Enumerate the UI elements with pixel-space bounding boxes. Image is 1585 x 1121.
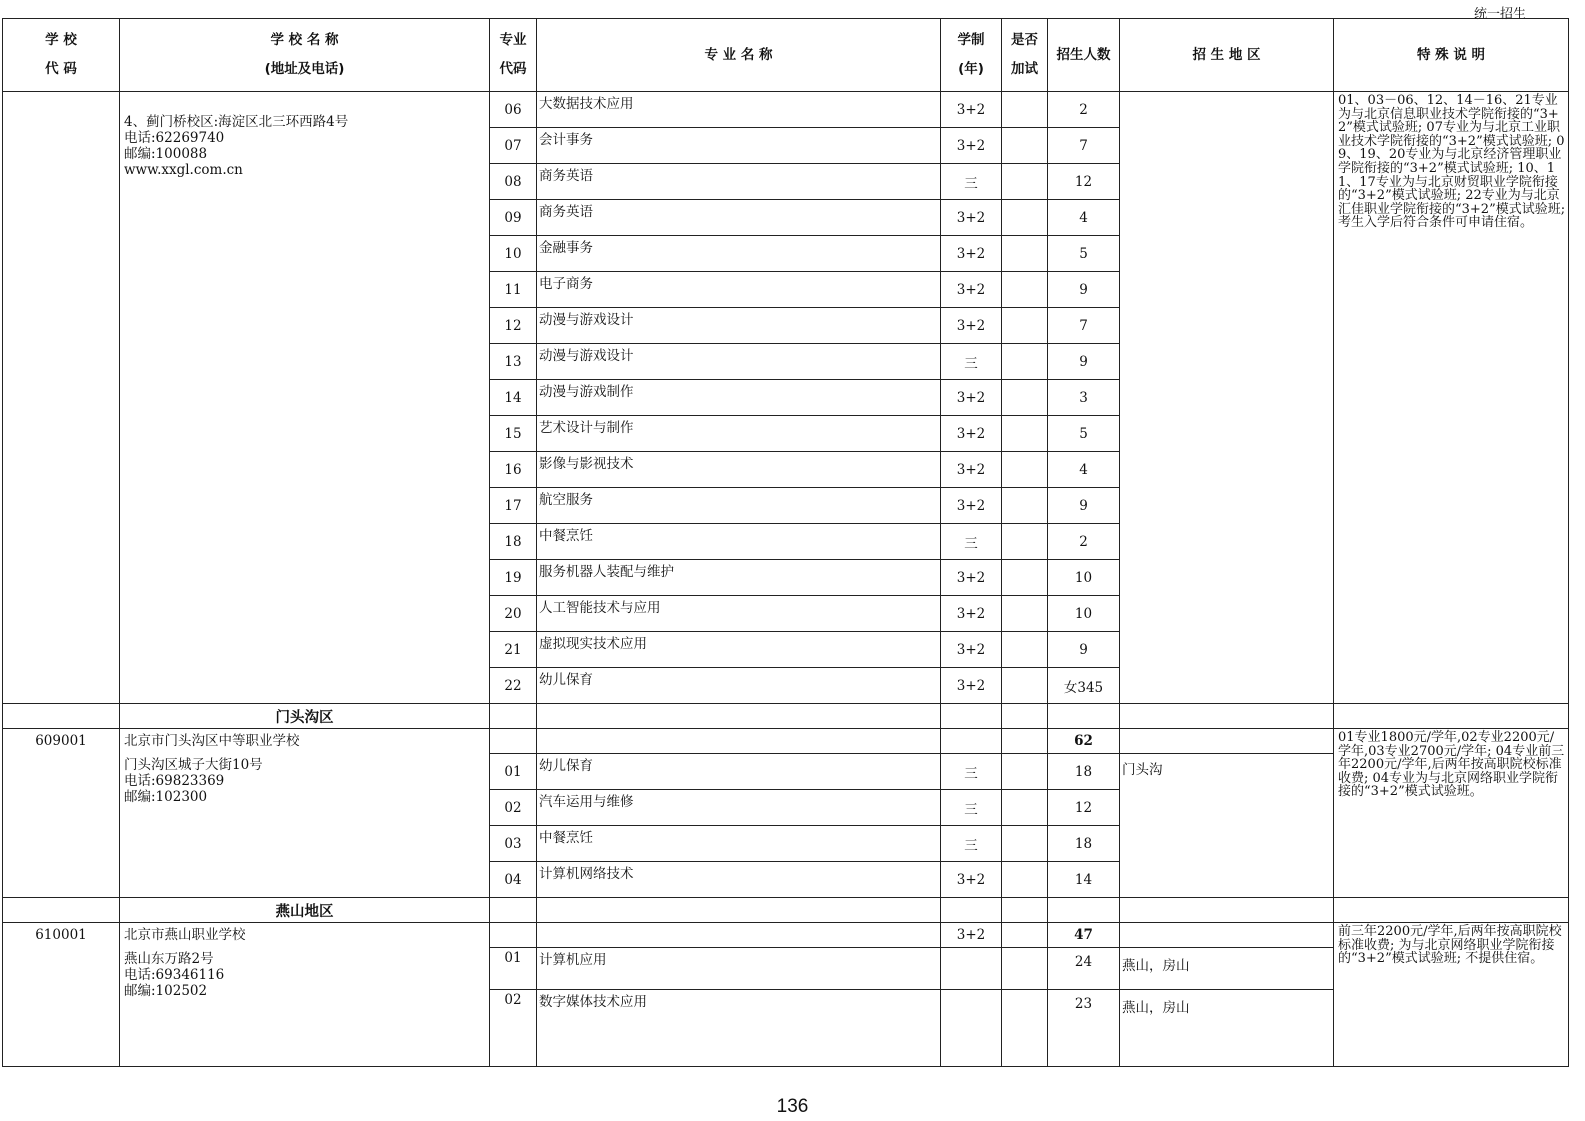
major-duration: 3+2 <box>941 596 1002 632</box>
major-name: 虚拟现实技术应用 <box>537 632 941 668</box>
empty-cell <box>537 898 941 923</box>
extra-test-cell <box>1002 948 1048 990</box>
major-code: 07 <box>490 128 537 164</box>
table-row <box>3 729 1569 754</box>
major-duration <box>941 948 1002 990</box>
extra-test-cell <box>1002 560 1048 596</box>
special-note: 01、03－06、12、14－16、21专业为与北京信息职业技术学院衔接的“3+2”模式试验班; 07专业为与北京工业职业技术学院衔接的“3+2”模式试验班; 09、19、20专业为与北京经济管理职业学院衔接的“3+2”模式试验班; 10、11、17专业为与北京财贸职业学院衔接的“3+2”模式试验班; 22专业为与北京汇佳职业学院衔接的“3+2”模式试验班; 考生入学后符合条件可申请住宿。 <box>1334 92 1569 704</box>
major-name: 计算机网络技术 <box>537 862 941 898</box>
major-duration: 3+2 <box>941 488 1002 524</box>
empty-cell <box>537 704 941 729</box>
enrollment-count: 7 <box>1048 308 1120 344</box>
major-duration: 三 <box>941 164 1002 200</box>
major-code: 02 <box>490 990 537 1067</box>
major-code: 17 <box>490 488 537 524</box>
header-extra-test: 是否 加试 <box>1002 19 1048 92</box>
school-code-cell <box>3 92 120 704</box>
corner-label: 统一招生 <box>1474 7 1527 22</box>
enrollment-count: 10 <box>1048 596 1120 632</box>
special-note: 01专业1800元/学年,02专业2200元/学年,03专业2700元/学年; 04专业前三年2200元/学年,后两年按高职院校标准收费; 04专业为与北京网络职业学院衔接的“3+2”模式试验班。 <box>1334 729 1569 898</box>
major-name: 幼儿保育 <box>537 754 941 790</box>
enrollment-total: 47 <box>1048 923 1120 948</box>
extra-test-cell <box>1002 452 1048 488</box>
major-duration: 3+2 <box>941 380 1002 416</box>
region-cell <box>1120 923 1334 948</box>
enrollment-count: 12 <box>1048 164 1120 200</box>
extra-test-cell <box>1002 729 1048 754</box>
major-name: 人工智能技术与应用 <box>537 596 941 632</box>
empty-cell <box>490 704 537 729</box>
enrollment-count: 9 <box>1048 632 1120 668</box>
major-name: 数字媒体技术应用 <box>537 990 941 1067</box>
admissions-table <box>2 18 1569 1067</box>
enrollment-count: 2 <box>1048 524 1120 560</box>
extra-test-cell <box>1002 236 1048 272</box>
major-duration: 3+2 <box>941 272 1002 308</box>
major-code: 16 <box>490 452 537 488</box>
region-cell: 燕山，房山 <box>1120 990 1334 1067</box>
empty-cell <box>1048 704 1120 729</box>
major-name <box>537 729 941 754</box>
school-address: 4、蓟门桥校区:海淀区北三环西路4号 电话:62269740 邮编:100088 www.xxgl.com.cn <box>120 92 490 704</box>
district-label: 门头沟区 <box>120 704 490 729</box>
school-code: 610001 <box>3 923 120 1067</box>
major-duration: 三 <box>941 826 1002 862</box>
major-code: 13 <box>490 344 537 380</box>
extra-test-cell <box>1002 344 1048 380</box>
enrollment-count: 7 <box>1048 128 1120 164</box>
header-duration: 学制 (年) <box>941 19 1002 92</box>
extra-test-cell <box>1002 990 1048 1067</box>
extra-test-cell <box>1002 826 1048 862</box>
major-duration: 3+2 <box>941 236 1002 272</box>
special-note: 前三年2200元/学年,后两年按高职院校标准收费; 为与北京网络职业学院衔接的“3+2”模式试验班; 不提供住宿。 <box>1334 923 1569 1067</box>
major-name: 电子商务 <box>537 272 941 308</box>
major-duration: 3+2 <box>941 923 1002 948</box>
enrollment-count: 4 <box>1048 200 1120 236</box>
header-major-code: 专业 代码 <box>490 19 537 92</box>
enrollment-total: 62 <box>1048 729 1120 754</box>
enrollment-count: 女345 <box>1048 668 1120 704</box>
extra-test-cell <box>1002 200 1048 236</box>
major-name: 商务英语 <box>537 164 941 200</box>
extra-test-cell <box>1002 92 1048 128</box>
enrollment-count: 5 <box>1048 236 1120 272</box>
empty-cell <box>941 898 1002 923</box>
major-code: 01 <box>490 948 537 990</box>
region-cell <box>1120 729 1334 754</box>
enrollment-count: 12 <box>1048 790 1120 826</box>
school-code: 609001 <box>3 729 120 898</box>
empty-cell <box>1334 704 1569 729</box>
major-duration: 三 <box>941 754 1002 790</box>
enrollment-count: 9 <box>1048 272 1120 308</box>
region-cell: 燕山，房山 <box>1120 948 1334 990</box>
major-name: 动漫与游戏设计 <box>537 308 941 344</box>
extra-test-cell <box>1002 128 1048 164</box>
empty-cell <box>3 898 120 923</box>
region-cell: 门头沟 <box>1120 754 1334 898</box>
major-code: 02 <box>490 790 537 826</box>
major-name: 计算机应用 <box>537 948 941 990</box>
major-name: 艺术设计与制作 <box>537 416 941 452</box>
district-row <box>3 898 1569 923</box>
major-name: 动漫与游戏设计 <box>537 344 941 380</box>
district-row <box>3 704 1569 729</box>
major-duration: 三 <box>941 524 1002 560</box>
major-code: 10 <box>490 236 537 272</box>
major-duration: 3+2 <box>941 862 1002 898</box>
page-number: 136 <box>776 1096 809 1117</box>
enrollment-count: 5 <box>1048 416 1120 452</box>
school-name-address <box>120 729 490 898</box>
enrollment-count: 14 <box>1048 862 1120 898</box>
enrollment-count: 4 <box>1048 452 1120 488</box>
extra-test-cell <box>1002 272 1048 308</box>
extra-test-cell <box>1002 754 1048 790</box>
major-duration: 3+2 <box>941 560 1002 596</box>
school-address: 燕山东万路2号 电话:69346116 邮编:102502 <box>124 951 225 999</box>
major-code: 09 <box>490 200 537 236</box>
table-row <box>3 923 1569 948</box>
school-address: 门头沟区城子大街10号 电话:69823369 邮编:102300 <box>124 757 263 805</box>
school-name-address <box>120 923 490 1067</box>
major-name: 动漫与游戏制作 <box>537 380 941 416</box>
major-name: 航空服务 <box>537 488 941 524</box>
major-duration: 3+2 <box>941 416 1002 452</box>
major-name: 幼儿保育 <box>537 668 941 704</box>
major-name: 汽车运用与维修 <box>537 790 941 826</box>
empty-cell <box>1002 704 1048 729</box>
major-code: 11 <box>490 272 537 308</box>
major-name: 中餐烹饪 <box>537 524 941 560</box>
major-name: 金融事务 <box>537 236 941 272</box>
extra-test-cell <box>1002 790 1048 826</box>
major-duration <box>941 990 1002 1067</box>
extra-test-cell <box>1002 488 1048 524</box>
extra-test-cell <box>1002 923 1048 948</box>
major-code: 12 <box>490 308 537 344</box>
school-name: 北京市门头沟区中等职业学校 <box>124 733 300 749</box>
empty-cell <box>1334 898 1569 923</box>
extra-test-cell <box>1002 596 1048 632</box>
major-code: 03 <box>490 826 537 862</box>
header-notes: 特 殊 说 明 <box>1334 19 1569 92</box>
table-row <box>3 92 1569 128</box>
major-code <box>490 729 537 754</box>
header-row <box>3 19 1569 92</box>
major-code: 01 <box>490 754 537 790</box>
extra-test-cell <box>1002 416 1048 452</box>
major-duration: 3+2 <box>941 128 1002 164</box>
major-code: 22 <box>490 668 537 704</box>
major-code <box>490 923 537 948</box>
extra-test-cell <box>1002 164 1048 200</box>
extra-test-cell <box>1002 380 1048 416</box>
major-code: 15 <box>490 416 537 452</box>
header-major-name: 专 业 名 称 <box>537 19 941 92</box>
school-name: 北京市燕山职业学校 <box>124 927 246 943</box>
empty-cell <box>1120 704 1334 729</box>
major-name: 会计事务 <box>537 128 941 164</box>
district-label: 燕山地区 <box>120 898 490 923</box>
major-code: 19 <box>490 560 537 596</box>
major-duration: 3+2 <box>941 632 1002 668</box>
extra-test-cell <box>1002 308 1048 344</box>
extra-test-cell <box>1002 632 1048 668</box>
enrollment-count: 10 <box>1048 560 1120 596</box>
empty-cell <box>941 704 1002 729</box>
empty-cell <box>1048 898 1120 923</box>
enrollment-count: 24 <box>1048 948 1120 990</box>
extra-test-cell <box>1002 524 1048 560</box>
enrollment-count: 9 <box>1048 344 1120 380</box>
major-duration: 3+2 <box>941 308 1002 344</box>
enrollment-count: 3 <box>1048 380 1120 416</box>
header-region: 招 生 地 区 <box>1120 19 1334 92</box>
major-code: 14 <box>490 380 537 416</box>
major-duration: 3+2 <box>941 92 1002 128</box>
header-school-code: 学 校 代 码 <box>3 19 120 92</box>
major-name <box>537 923 941 948</box>
major-duration: 3+2 <box>941 452 1002 488</box>
major-duration: 三 <box>941 344 1002 380</box>
empty-cell <box>3 704 120 729</box>
enrollment-count: 23 <box>1048 990 1120 1067</box>
extra-test-cell <box>1002 862 1048 898</box>
major-duration: 3+2 <box>941 200 1002 236</box>
major-name: 影像与影视技术 <box>537 452 941 488</box>
major-duration: 三 <box>941 790 1002 826</box>
header-enrollment: 招生人数 <box>1048 19 1120 92</box>
major-duration <box>941 729 1002 754</box>
major-code: 21 <box>490 632 537 668</box>
empty-cell <box>490 898 537 923</box>
major-name: 服务机器人装配与维护 <box>537 560 941 596</box>
major-name: 大数据技术应用 <box>537 92 941 128</box>
major-duration: 3+2 <box>941 668 1002 704</box>
enrollment-count: 18 <box>1048 826 1120 862</box>
major-code: 20 <box>490 596 537 632</box>
major-code: 18 <box>490 524 537 560</box>
enrollment-count: 2 <box>1048 92 1120 128</box>
region-cell <box>1120 92 1334 704</box>
empty-cell <box>1120 898 1334 923</box>
header-school-name: 学 校 名 称 (地址及电话) <box>120 19 490 92</box>
empty-cell <box>1002 898 1048 923</box>
major-code: 06 <box>490 92 537 128</box>
enrollment-count: 18 <box>1048 754 1120 790</box>
major-code: 04 <box>490 862 537 898</box>
major-code: 08 <box>490 164 537 200</box>
extra-test-cell <box>1002 668 1048 704</box>
major-name: 商务英语 <box>537 200 941 236</box>
major-name: 中餐烹饪 <box>537 826 941 862</box>
enrollment-count: 9 <box>1048 488 1120 524</box>
